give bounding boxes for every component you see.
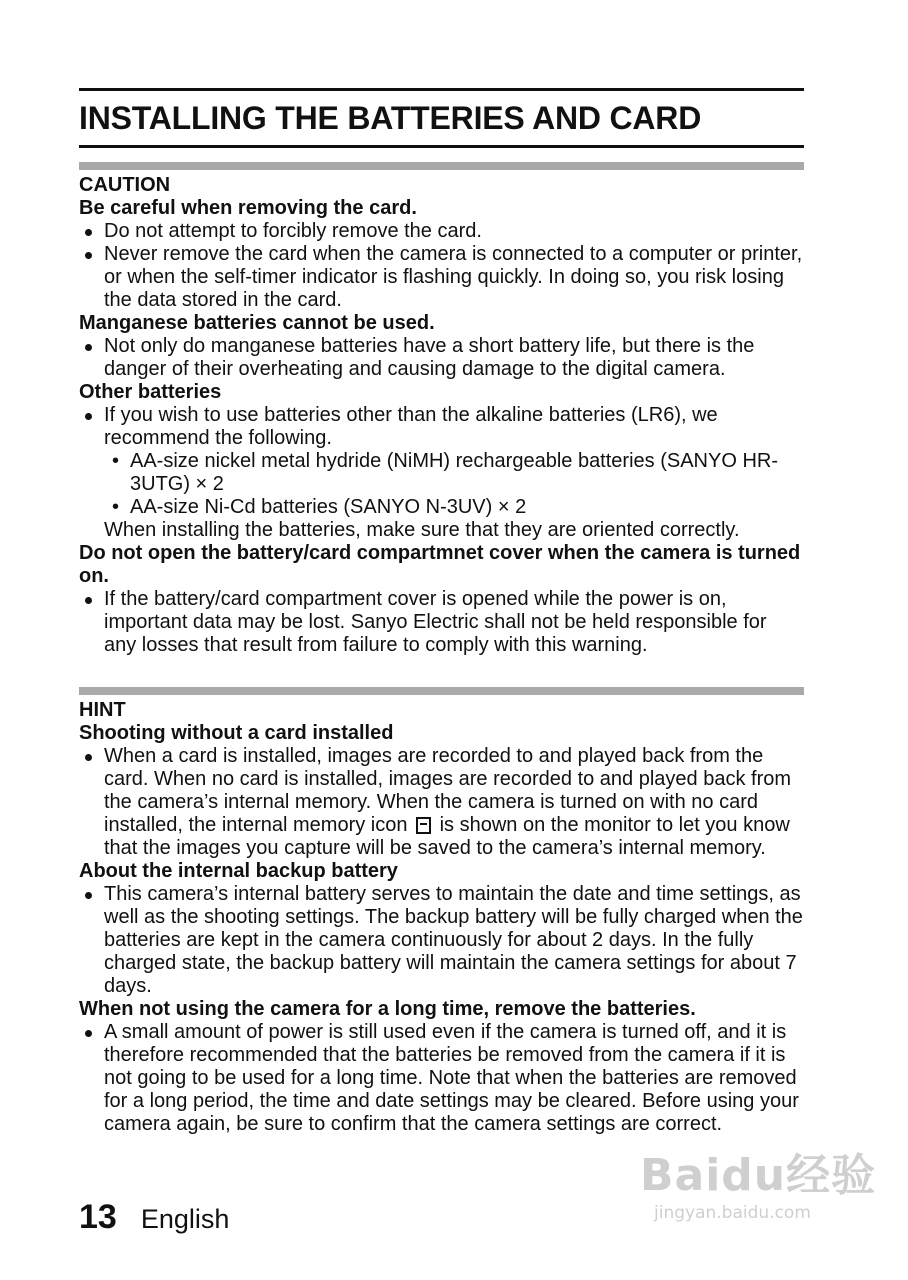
page-title: INSTALLING THE BATTERIES AND CARD xyxy=(79,100,702,136)
manual-page xyxy=(79,88,804,1136)
block-heading: Shooting without a card installed xyxy=(79,722,394,744)
battery-orientation-note: When installing the batteries, make sure that they are oriented correctly. xyxy=(104,519,740,541)
block-heading: About the internal backup battery xyxy=(79,860,398,882)
bullet-item: Not only do manganese batteries have a short battery life, but there is the danger of their overheating and causing damage to the digital camera. xyxy=(79,335,804,381)
baidu-watermark xyxy=(640,1150,880,1250)
bullet-dot xyxy=(85,413,92,420)
sub-bullet-dot: • xyxy=(112,450,120,472)
bullet-item: When a card is installed, images are recorded to and played back from the card. When no card is installed, images are recorded to and played back from the camera’s internal memory. When the camera is turned on with no card installed, the internal memory icon is shown on the monitor to let you know that the images you capture will be saved to the camera’s internal memory. xyxy=(79,745,804,860)
hint-label: HINT xyxy=(79,699,126,721)
block-heading: Manganese batteries cannot be used. xyxy=(79,312,435,334)
sub-list-item: • AA-size Ni-Cd batteries (SANYO N-3UV) × 2 xyxy=(112,496,527,518)
caution-label: CAUTION xyxy=(79,174,171,196)
sub-list-item: • AA-size nickel metal hydride (NiMH) rechargeable batteries (SANYO HR-3UTG) × 2 xyxy=(112,450,778,495)
bullet-item: If you wish to use batteries other than the alkaline batteries (LR6), we recommend the following. xyxy=(79,404,804,450)
bullet-item: This camera’s internal battery serves to maintain the date and time settings, as well as the shooting settings. The backup battery will be fully charged when the batteries are kept in the camera continuously for about 2 days. In the fully charged state, the backup battery will maintain the camera settings for about 7 days. xyxy=(79,883,804,998)
caution-section xyxy=(79,162,804,657)
bullet-item: If the battery/card compartment cover is opened while the power is on, important data may be lost. Sanyo Electric shall not be held responsible for any losses that result from failure to comply with this warning. xyxy=(79,588,804,657)
sub-bullet-dot: • xyxy=(112,496,120,518)
block-heading: Other batteries xyxy=(79,381,222,403)
block-heading: Do not open the battery/card compartmnet cover when the camera is turned on. xyxy=(79,542,801,587)
top-rule xyxy=(79,88,804,91)
internal-memory-icon xyxy=(416,817,431,834)
bullet-dot xyxy=(85,754,92,761)
bullet-dot xyxy=(85,597,92,604)
hint-section xyxy=(79,687,804,1136)
watermark-url: jingyan.baidu.com xyxy=(654,1203,811,1223)
page-footer xyxy=(79,1198,229,1237)
hint-divider xyxy=(79,687,804,695)
language-label: English xyxy=(140,1204,230,1234)
block-heading: When not using the camera for a long time, remove the batteries. xyxy=(79,998,696,1020)
bullet-item: Never remove the card when the camera is connected to a computer or printer, or when the self-timer indicator is flashing quickly. In doing so, you risk losing the data stored in the card. xyxy=(79,243,804,312)
bullet-dot xyxy=(85,344,92,351)
bullet-dot xyxy=(85,252,92,259)
bullet-item: Do not attempt to forcibly remove the card. xyxy=(79,220,804,243)
bullet-dot xyxy=(85,892,92,899)
bullet-dot xyxy=(85,229,92,236)
title-rule xyxy=(79,145,804,148)
caution-divider xyxy=(79,162,804,170)
watermark-logo: Baidu经验 xyxy=(640,1150,877,1201)
block-heading: Be careful when removing the card. xyxy=(79,197,417,219)
bullet-dot xyxy=(85,1030,92,1037)
bullet-item: A small amount of power is still used even if the camera is turned off, and it is therefore recommended that the batteries be removed from the camera if it is not going to be used for a long time. Note that when the batteries are removed for a long period, the time and date settings may be cleared. Before using your camera again, be sure to confirm that the camera settings are correct. xyxy=(79,1021,804,1136)
page-number: 13 xyxy=(79,1198,117,1236)
